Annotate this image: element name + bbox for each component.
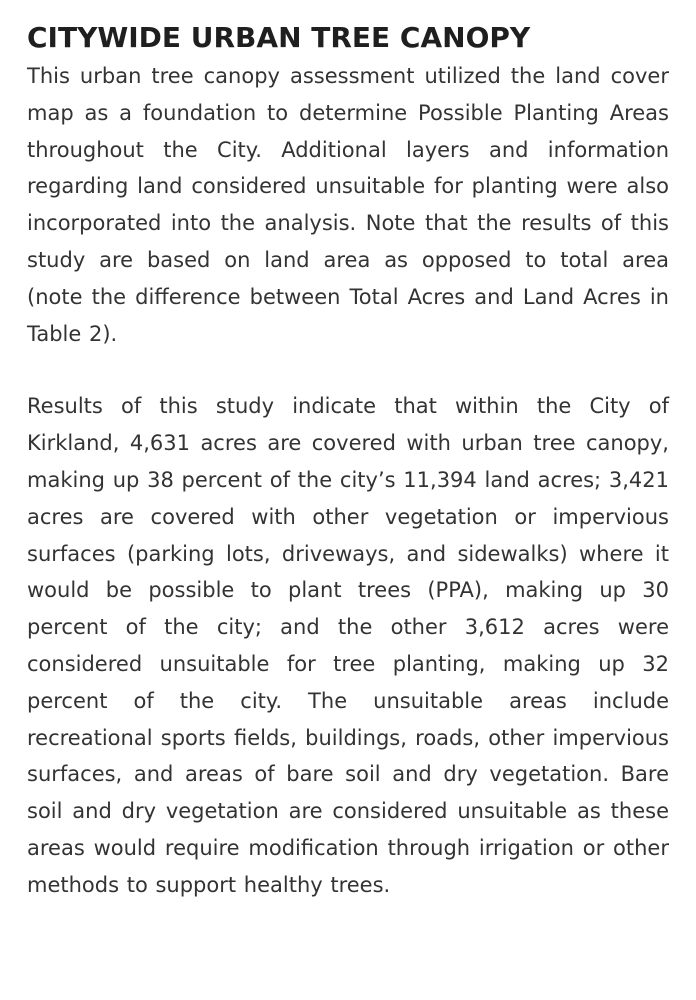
section-title: CITYWIDE URBAN TREE CANOPY [27,21,531,54]
paragraph-methodology: This urban tree canopy assessment utilized the land cover map as a foundation to determine Possible Planting Areas throughout the City. Additional layers and information regarding land considered unsuitable for planting were also incorporated into the analysis. Note that the results of this study are based on land area as opposed to total area (note the difference between Total Acres and Land Acres in Table 2). [27,64,669,346]
paragraph-results: Results of this study indicate that within the City of Kirkland, 4,631 acres are covered with urban tree canopy, making up 38 percent of the city’s 11,394 land acres; 3,421 acres are covered with other vegetation or impervious surfaces (parking lots, driveways, and sidewalks) where it would be possible to plant trees (PPA), making up 30 percent of the city; and the other 3,612 acres were considered unsuitable for tree planting, making up 32 percent of the city. The unsuitable areas include recreational sports fields, buildings, roads, other impervious surfaces, and areas of bare soil and dry vegetation. Bare soil and dry vegetation are considered unsuitable as these areas would require modification through irrigation or other methods to support healthy trees. [27,394,669,897]
